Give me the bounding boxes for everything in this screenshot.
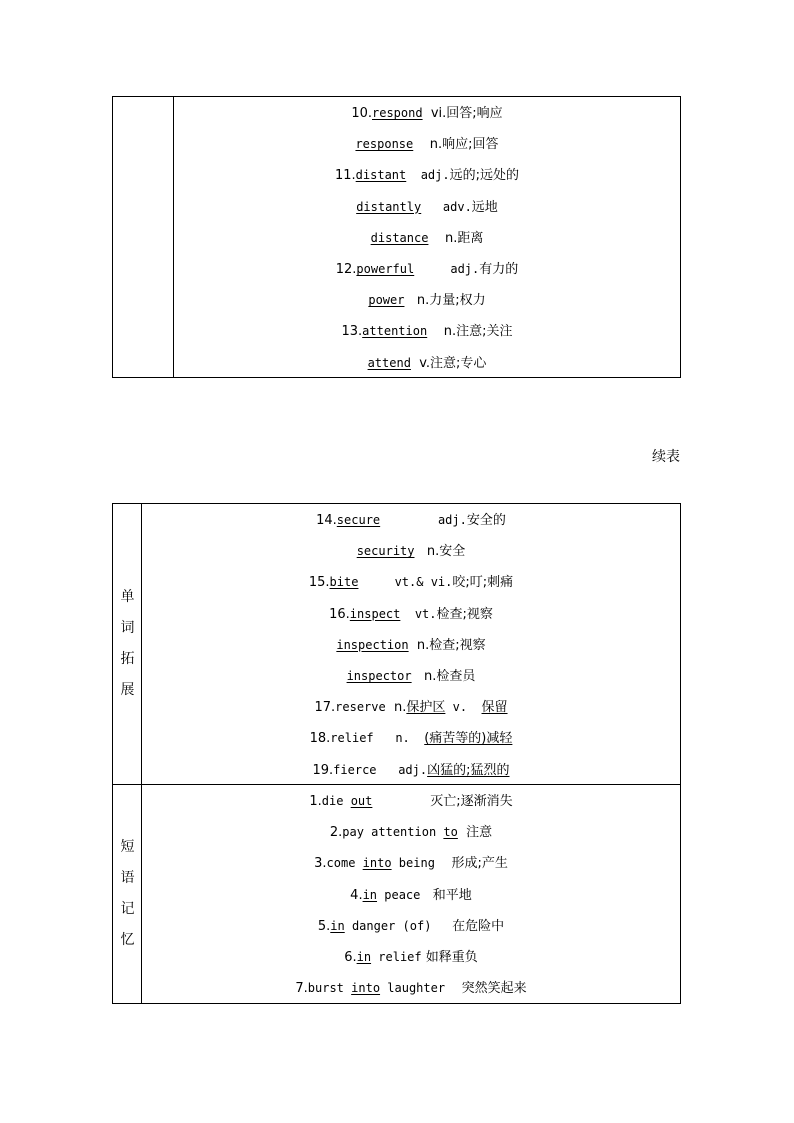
underlined-term: secure [336,513,381,527]
vocab-row [142,973,680,1004]
vocab-row [174,98,680,129]
row-text: vt.& vi. [358,575,453,590]
row-text: 力量;权力 [429,293,486,309]
row-text: 注意 [466,825,493,841]
row-text: 检查员 [436,669,476,684]
row-text: 5. [317,918,331,934]
row-text: 7. [295,981,308,997]
vocab-row [174,160,680,191]
row-text [458,825,466,840]
vocab-row [142,880,680,911]
underlined-term: 凶猛的;猛烈的 [427,762,510,778]
underlined-term: (痛苦等的)减轻 [424,731,513,747]
row-text: vt. [400,606,437,621]
row-text: relief [330,731,374,746]
row-text: adj. [380,513,467,527]
vocab-row [142,567,680,598]
label-char: 忆 [120,932,135,948]
row-text: adv. [421,199,472,214]
row-text: 注意;专心 [430,355,487,371]
row-text: 6. [344,950,357,965]
underlined-term: response [355,137,414,152]
label-char: 词 [120,620,135,636]
row-text: v. [410,355,431,371]
label-char: 语 [120,870,135,886]
row-text [420,888,432,903]
row-text: 3. [314,856,327,872]
row-text: 检查;视察 [429,637,486,653]
vocab-row [142,661,680,692]
row-text: 回答;响应 [446,106,503,121]
vocab-row [174,348,680,379]
row-text: n. [408,637,430,653]
row-text: 15. [308,575,330,591]
row-text: die [321,794,351,808]
row-text: 咬;叮;刺痛 [452,575,514,591]
row-text: 16. [329,606,350,622]
vocab-row [174,254,680,285]
row-text: 13. [341,324,363,340]
vocab-row [142,505,680,536]
vocab-row [174,129,680,160]
row-text: 响应;回答 [442,137,499,153]
underlined-term: into [351,981,381,996]
underlined-term: in [356,950,372,964]
section-label-phrase-memory [113,785,142,1003]
row-text: 突然笑起来 [461,981,527,997]
vocab-row [142,848,680,879]
underlined-term: out [350,794,373,808]
row-text: peace [377,887,421,902]
vocab-row [142,817,680,848]
vocab-row [174,316,680,347]
row-text: laughter [380,981,446,996]
row-text: v. [445,700,482,715]
row-text: vi. [422,106,447,121]
vocab-table-2 [112,503,681,1004]
row-text: n. [414,544,440,560]
row-text: relief [371,950,422,964]
row-text: danger (of) [344,918,432,933]
row-text: fierce [333,762,377,777]
row-text: 18. [309,731,331,747]
underlined-term: bite [329,575,359,590]
row-text [431,919,452,934]
row-text: 4. [350,887,363,903]
vocab-row [142,692,680,723]
row-text [435,856,452,871]
row-text: 如释重负 [425,950,478,965]
vocab-row [142,755,680,786]
underlined-term: into [362,856,392,871]
underlined-term: in [362,887,378,902]
row-text: 2. [329,825,343,841]
underlined-term: 保留 [481,700,508,716]
row-text: 远地 [471,199,498,215]
label-char: 展 [120,682,135,698]
vocab-row [174,192,680,223]
row-text: 安全的 [466,513,506,528]
row-text: n. [385,700,407,716]
label-char: 记 [120,901,135,917]
underlined-term: inspect [349,606,401,621]
row-text: burst [307,981,352,996]
row-text: n. [404,293,430,309]
label-char: 拓 [120,651,135,667]
underlined-term: 保护区 [406,700,446,716]
row-text: 安全 [439,544,466,560]
underlined-term: power [368,293,405,308]
row-text: 17. [314,700,336,716]
underlined-term: distant [355,168,407,183]
vocab-table-1 [112,96,681,378]
row-text: 11. [334,168,356,184]
underlined-term: in [330,918,345,933]
row-text [445,981,462,996]
vocab-row [174,285,680,316]
underlined-term: to [443,825,458,840]
row-text: 在危险中 [452,918,505,934]
underlined-term: attend [367,355,411,370]
section-label-word-expansion [113,504,142,784]
row-text: adj. [414,262,480,276]
row-text: 12. [335,262,357,277]
underlined-term: attention [362,324,428,339]
row-text: 灭亡;逐渐消失 [430,794,513,809]
vocab-row [142,599,680,630]
vocab-row [142,630,680,661]
row-text: 形成;产生 [451,856,508,872]
row-text: n. [427,324,457,340]
underlined-term: inspector [346,669,412,683]
underlined-term: powerful [356,262,415,276]
vocab-row [142,911,680,942]
row-text: 10. [351,106,372,121]
row-text: 和平地 [432,887,472,903]
row-text: 注意;关注 [456,324,513,340]
label-char: 单 [120,589,135,605]
row-text: 14. [316,513,337,528]
vocab-row [142,536,680,567]
vocab-row [174,223,680,254]
vocab-row [142,786,680,817]
row-text: 有力的 [479,262,519,277]
underlined-term: distantly [356,199,422,214]
label-char: 短 [120,839,135,855]
row-text: n. [411,669,437,684]
row-text: n. [413,137,443,153]
continued-label: 续表 [652,449,680,465]
row-text: 距离 [457,230,484,246]
underlined-term: security [356,544,415,559]
row-text: adj. [406,168,450,183]
underlined-term: distance [370,230,429,245]
row-text: 远的;远处的 [449,168,519,184]
row-text: being [391,856,435,871]
vocab-row [142,723,680,754]
row-text: n. [428,230,458,246]
row-text: n. [373,731,425,746]
row-text: 19. [312,762,334,778]
row-text: reserve [335,700,386,715]
vocab-row [142,942,680,973]
row-text: adj. [376,762,428,777]
row-text [372,794,430,809]
row-text: 1. [309,794,322,809]
row-text: pay attention [342,825,444,840]
row-text: 检查;视察 [436,606,493,622]
underlined-term: inspection [336,637,409,652]
row-text: come [326,856,363,871]
underlined-term: respond [372,106,423,120]
